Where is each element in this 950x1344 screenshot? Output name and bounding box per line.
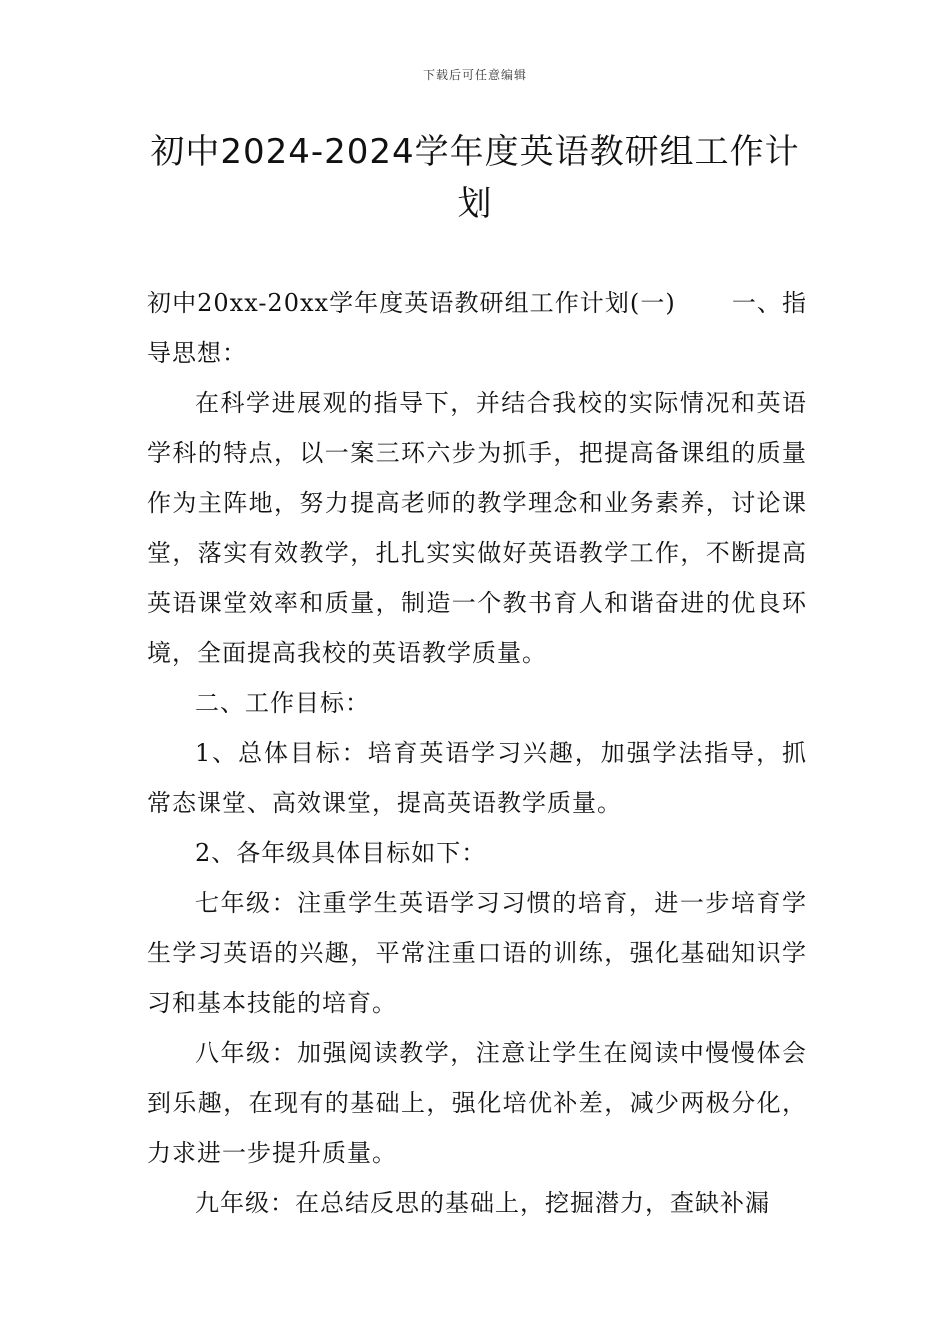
header-note: 下载后可任意编辑 xyxy=(422,68,527,82)
paragraph-intro xyxy=(147,278,807,378)
document-title: 初中2024-2024学年度英语教研组工作计划 xyxy=(150,132,800,224)
paragraph-overall-goal: 1、总体目标：培育英语学习兴趣，加强学法指导，抓常态课堂、高效课堂，提高英语教学质量。 xyxy=(147,739,807,817)
paragraph-grade-eight: 八年级：加强阅读教学，注意让学生在阅读中慢慢体会到乐趣，在现有的基础上，强化培优补差，减少两极分化，力求进一步提升质量。 xyxy=(147,1039,807,1167)
section-heading-guiding-thought: 一、指导思想： xyxy=(147,289,808,367)
paragraph-grade-goals-intro: 2、各年级具体目标如下： xyxy=(195,839,487,867)
paragraph-grade-nine: 九年级：在总结反思的基础上，挖掘潜力，查缺补漏 xyxy=(195,1189,770,1217)
document-body xyxy=(147,278,807,1228)
section-heading-work-goals: 二、工作目标： xyxy=(195,689,370,717)
paragraph-grade-seven: 七年级：注重学生英语学习习惯的培育，进一步培育学生学习英语的兴趣，平常注重口语的训练，强化基础知识学习和基本技能的培育。 xyxy=(147,889,807,1017)
plan-subtitle: 初中20xx-20xx学年度英语教研组工作计划(一) xyxy=(147,289,676,317)
paragraph-guiding-thought: 在科学进展观的指导下，并结合我校的实际情况和英语学科的特点，以一案三环六步为抓手，把提高备课组的质量作为主阵地，努力提高老师的教学理念和业务素养，讨论课堂，落实有效教学，扎扎实实做好英语教学工作，不断提高英语课堂效率和质量，制造一个教书育人和谐奋进的优良环境，全面提高我校的英语教学质量。 xyxy=(147,389,807,667)
